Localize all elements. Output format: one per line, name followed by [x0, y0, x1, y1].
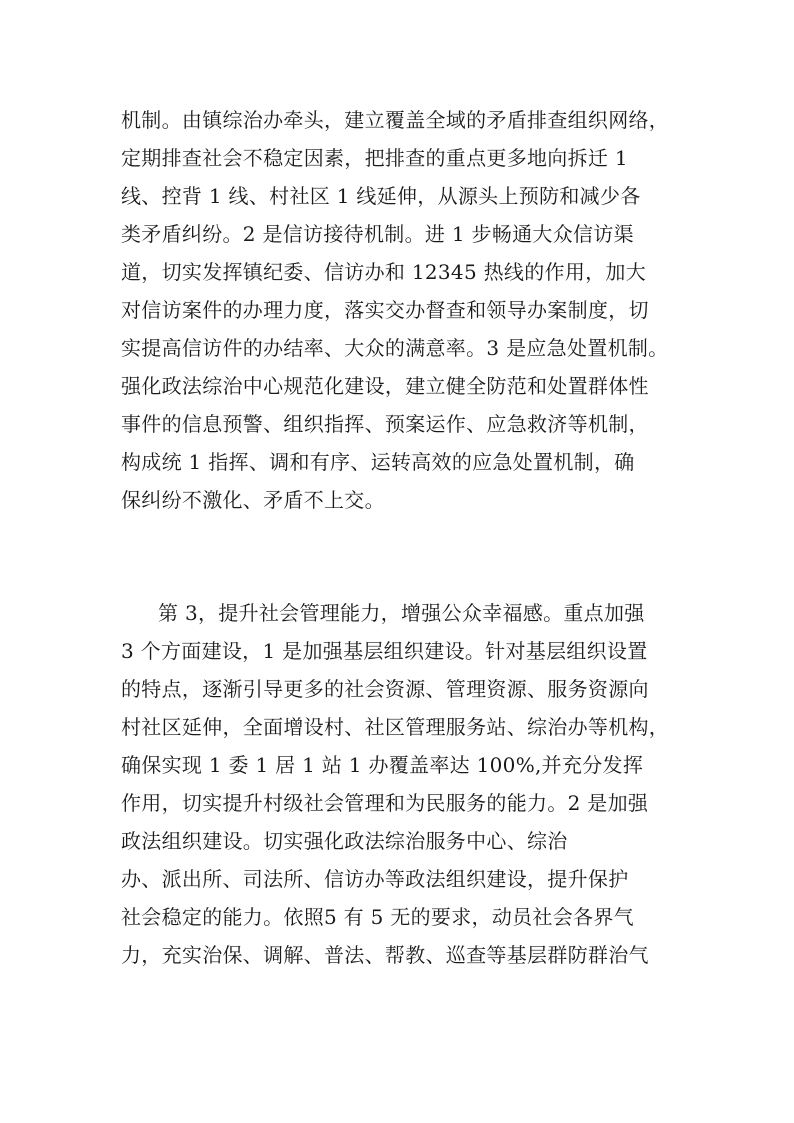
text-line: 线、控背 1 线、村社区 1 线延伸，从源头上预防和减少各: [121, 184, 641, 208]
text-line: 机制。由镇综治办牵头，建立覆盖全域的矛盾排查组织网络，: [121, 108, 670, 132]
text-line: 作用，切实提升村级社会管理和为民服务的能力。2 是加强: [121, 791, 649, 815]
text-line: 保纠纷不激化、矛盾不上交。: [121, 488, 385, 512]
text-line: 确保实现 1 委 1 居 1 站 1 办覆盖率达 100%,并充分发挥: [121, 753, 644, 777]
text-line: 第 3，提升社会管理能力，增强公众幸福感。重点加强: [158, 601, 645, 625]
text-line: 的特点，逐渐引导更多的社会资源、管理资源、服务资源向: [121, 677, 649, 701]
text-line: 构成统 1 指挥、调和有序、运转高效的应急处置机制，确: [121, 450, 635, 474]
text-line: 定期排查社会不稳定因素，把排查的重点更多地向拆迁 1: [121, 146, 628, 170]
text-line: 办、派出所、司法所、信访办等政法组织建设，提升保护: [121, 867, 629, 891]
text-line: 事件的信息预警、组织指挥、预案运作、应急救济等机制，: [121, 412, 649, 436]
text-line: 道，切实发挥镇纪委、信访办和 12345 热线的作用，加大: [121, 260, 647, 284]
text-line: 强化政法综治中心规范化建设，建立健全防范和处置群体性: [121, 374, 649, 398]
text-line: 类矛盾纠纷。2 是信访接待机制。进 1 步畅通大众信访渠: [121, 222, 634, 246]
text-line: 实提高信访件的办结率、大众的满意率。3 是应急处置机制。: [121, 336, 669, 360]
text-line: 政法组织建设。切实强化政法综治服务中心、综治: [121, 829, 568, 853]
text-line: 对信访案件的办理力度，落实交办督查和领导办案制度，切: [121, 298, 649, 322]
text-line: 社会稳定的能力。依照5 有 5 无的要求，动员社会各界气: [121, 905, 634, 929]
text-line: 力，充实治保、调解、普法、帮教、巡查等基层群防群治气: [121, 943, 649, 967]
text-line: 村社区延伸，全面增设村、社区管理服务站、综治办等机构，: [121, 715, 670, 739]
text-line: 3 个方面建设，1 是加强基层组织建设。针对基层组织设置: [121, 639, 648, 663]
